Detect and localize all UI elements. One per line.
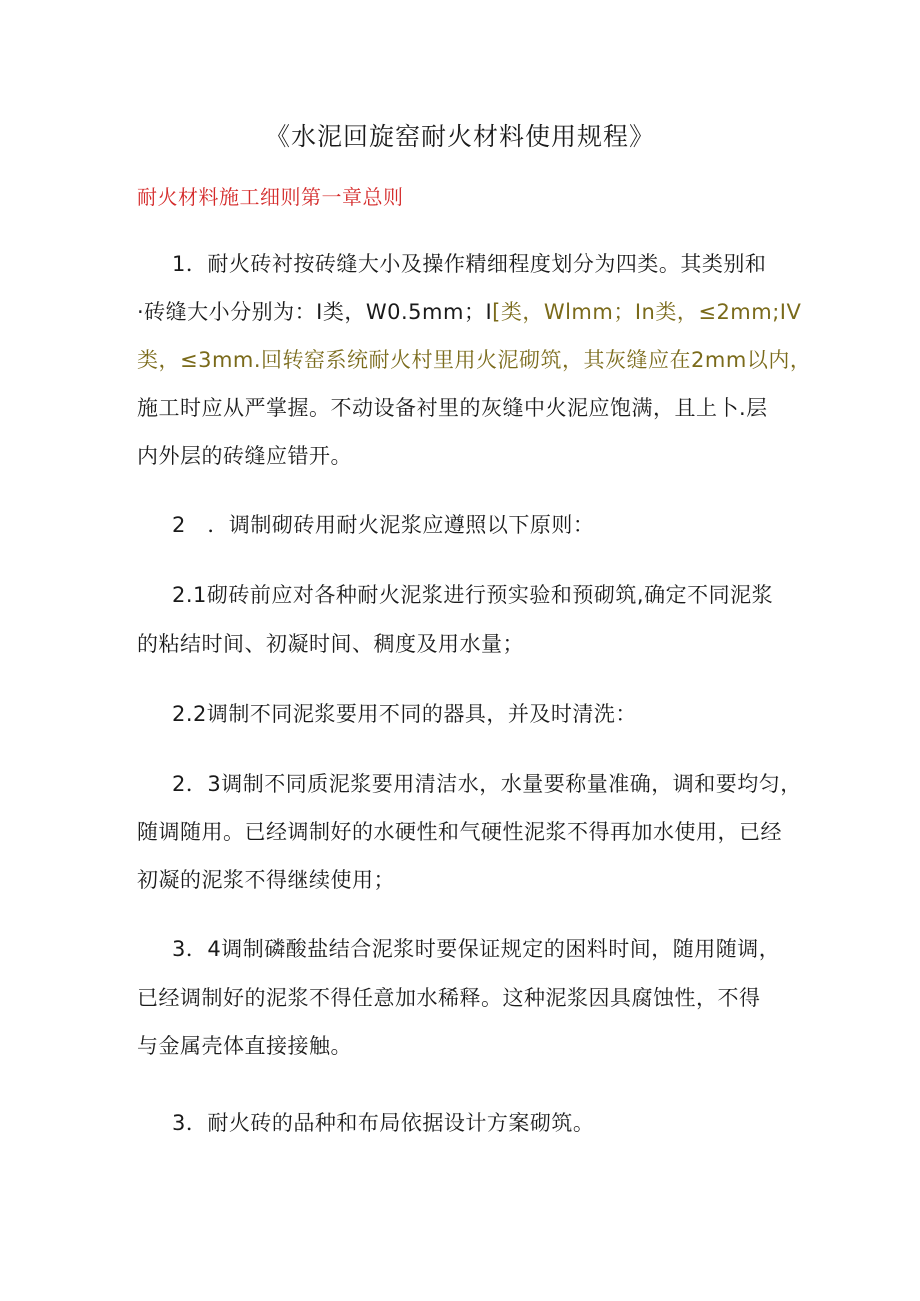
item-2-3-line1: 2．3调制不同质泥浆要用清洁水，水量要称量准确，调和要均匀， [172,772,802,796]
section1-line3: 类，≤3mm.回转窑系统耐火村里用火泥砌筑，其灰缝应在2mm以内， [137,348,812,372]
document-title: 《水泥回旋窑耐火材料使用规程》 [264,122,655,151]
item-2-1-line2: 的粘结时间、初凝时间、稠度及用水量； [137,632,524,656]
section1-line1: 1．耐火砖衬按砖缝大小及操作精细程度划分为四类。其类别和 [172,252,767,276]
item-3-4-line3: 与金属壳体直接接触。 [137,1034,352,1058]
item-2-1-line1: 2.1砌砖前应对各种耐火泥浆进行预实验和预砌筑,确定不同泥浆 [172,583,774,607]
section1-line5: 内外层的砖缝应错开。 [137,444,352,468]
section1-line2-olive: [类，Wlmm；In类，≤2mm;IV [492,300,802,324]
item-3-4-line1: 3．4调制磷酸盐结合泥浆时要保证规定的困料时间，随用随调， [172,937,781,961]
item-2-3-line3: 初凝的泥浆不得继续使用； [137,868,395,892]
item-2-3-line2: 随调随用。已经调制好的水硬性和气硬性泥浆不得再加水使用，已经 [137,820,782,844]
section3-line1: 3．耐火砖的品种和布局依据设计方案砌筑。 [172,1111,595,1135]
item-3-4-line2: 已经调制好的泥浆不得任意加水稀释。这种泥浆因具腐蚀性，不得 [137,986,761,1010]
chapter-heading: 耐火材料施工细则第一章总则 [137,185,404,209]
section1-line2 [137,297,801,327]
item-2-2: 2.2调制不同泥浆要用不同的器具，并及时清洗： [172,702,637,726]
section1-line2-dark: ·砖缝大小分别为：I类，W0.5mm；I [137,300,493,324]
section2-heading: 2 ．调制砌砖用耐火泥浆应遵照以下原则： [172,513,595,537]
section1-line4: 施工时应从严掌握。不动设备衬里的灰缝中火泥应饱满，且上卜.层 [137,396,768,420]
